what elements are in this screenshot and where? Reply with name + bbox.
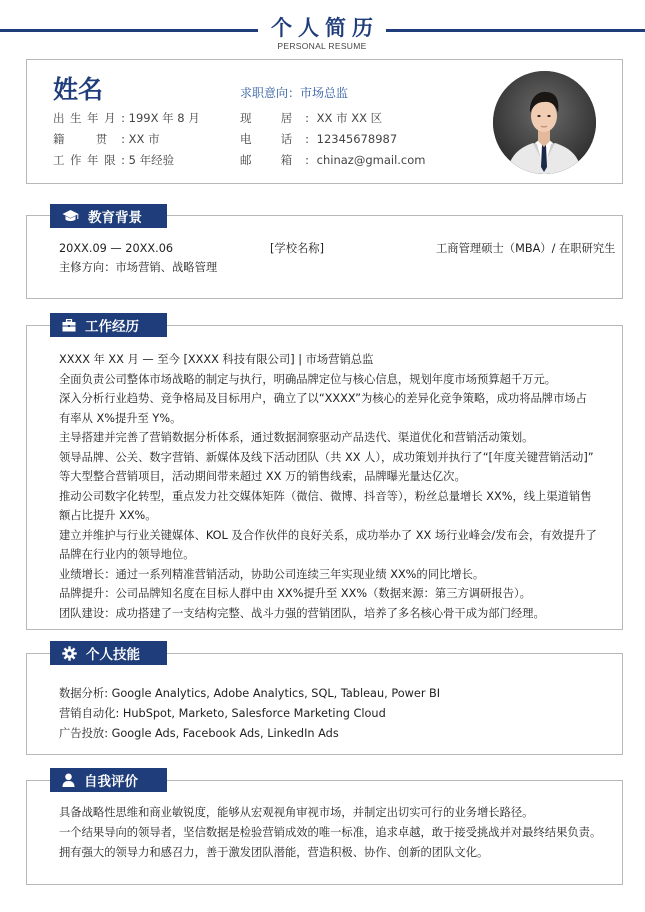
education-title: 教育背景: [88, 210, 142, 226]
work-header: [50, 313, 167, 337]
work-line: 品牌在行业内的领导地位。: [59, 548, 195, 561]
work-line: 主导搭建并完善了营销数据分析体系，通过数据洞察驱动产品迭代、渠道优化和营销活动策划。: [59, 431, 534, 444]
self-eval-title: 自我评价: [84, 774, 138, 790]
info-label: 籍 贯:: [53, 132, 125, 146]
info-label: 工作年限:: [53, 153, 125, 167]
info-birth: [53, 110, 200, 126]
info-hometown: [53, 131, 160, 147]
education-major: 主修方向：市场营销、战略管理: [59, 261, 218, 274]
info-label: 出生年月:: [53, 111, 125, 125]
skill-line: 广告投放: Google Ads, Facebook Ads, LinkedIn Ads: [59, 727, 339, 740]
briefcase-icon: [62, 319, 76, 332]
work-line: 深入分析行业趋势、竞争格局及目标用户，确立了以“XXXX”为核心的差异化竞争策略，成功将品牌市场占: [59, 392, 587, 405]
skills-title: 个人技能: [86, 647, 140, 663]
self-eval-line: 一个结果导向的领导者，坚信数据是检验营销成效的唯一标准，追求卓越，敢于接受挑战并对最终结果负责。: [59, 826, 602, 839]
graduation-cap-icon: [62, 209, 79, 223]
info-value: 12345678987: [316, 132, 398, 146]
profile-photo: [493, 71, 596, 174]
work-line: 等大型整合营销项目，活动期间带来超过 XX 万的销售线索，品牌曝光量达亿次。: [59, 470, 466, 483]
work-line: 业绩增长：通过一系列精准营销活动，协助公司连续三年实现业绩 XX%的同比增长。: [59, 567, 485, 581]
work-line: 推动公司数字化转型，重点发力社交媒体矩阵（微信、微博、抖音等），粉丝总量增长 XX%，线上渠道销售: [59, 489, 592, 503]
info-residence: [240, 110, 382, 126]
work-line: 团队建设：成功搭建了一支结构完整、战斗力强的营销团队，培养了多名核心骨干成为部门经理。: [59, 606, 545, 620]
job-intent: 求职意向：市场总监: [240, 86, 349, 100]
self-eval-line: 具备战略性思维和商业敏锐度，能够从宏观视角审视市场，并制定出切实可行的业务增长路径。: [59, 806, 534, 819]
work-line: 领导品牌、公关、数字营销、新媒体及线下活动团队（共 XX 人），成功策划并执行了“[年度关键营销活动]”: [59, 450, 594, 464]
work-line: 额占比提升 XX%。: [59, 509, 157, 522]
person-icon: [62, 773, 75, 787]
info-email: [240, 152, 426, 168]
work-line: 建立并维护与行业关键媒体、KOL 及合作伙伴的良好关系，成功举办了 XX 场行业峰会/发布会，有效提升了: [59, 528, 597, 542]
education-period: 20XX.09 — 20XX.06: [59, 242, 174, 255]
info-label: 电 话:: [240, 132, 309, 146]
page-title: 个人简历: [271, 16, 379, 40]
info-value: XX 市: [128, 132, 160, 146]
self-eval-line: 拥有强大的领导力和感召力，善于激发团队潜能，营造积极、协作、创新的团队文化。: [59, 846, 489, 859]
work-line: XXXX 年 XX 月 — 至今 [XXXX 科技有限公司] | 市场营销总监: [59, 353, 374, 366]
gear-icon: [62, 646, 77, 661]
education-header: [50, 204, 167, 228]
work-line: 品牌提升：公司品牌知名度在目标人群中由 XX%提升至 XX%（数据来源：第三方调研报告）。: [59, 587, 531, 600]
header-rule-left: [0, 29, 258, 32]
header-rule-right: [386, 29, 645, 32]
info-experience: [53, 152, 174, 168]
skills-header: [50, 641, 167, 665]
person-name: 姓名: [53, 75, 104, 104]
work-line: 有率从 X%提升至 Y%。: [59, 411, 182, 425]
info-phone: [240, 131, 397, 147]
info-label: 现 居:: [240, 111, 309, 125]
education-degree: 工商管理硕士（MBA）/ 在职研究生: [436, 242, 616, 255]
profile-card: [26, 59, 623, 184]
self-eval-header: [50, 768, 167, 792]
work-line: 全面负责公司整体市场战略的制定与执行，明确品牌定位与核心信息，规划年度市场预算超千万元。: [59, 372, 557, 386]
skill-line: 营销自动化: HubSpot, Marketo, Salesforce Marketing Cloud: [59, 707, 386, 720]
skill-line: 数据分析: Google Analytics, Adobe Analytics, SQL, Tableau, Power BI: [59, 687, 441, 700]
info-value: 199X 年 8 月: [128, 111, 200, 125]
info-value: XX 市 XX 区: [316, 111, 383, 125]
work-title: 工作经历: [85, 319, 139, 335]
page-subtitle: PERSONAL RESUME: [277, 41, 367, 51]
info-value: chinaz@gmail.com: [316, 153, 426, 167]
info-value: 5 年经验: [128, 153, 175, 167]
info-label: 邮 箱:: [240, 153, 309, 167]
education-school: [学校名称]: [270, 242, 325, 255]
